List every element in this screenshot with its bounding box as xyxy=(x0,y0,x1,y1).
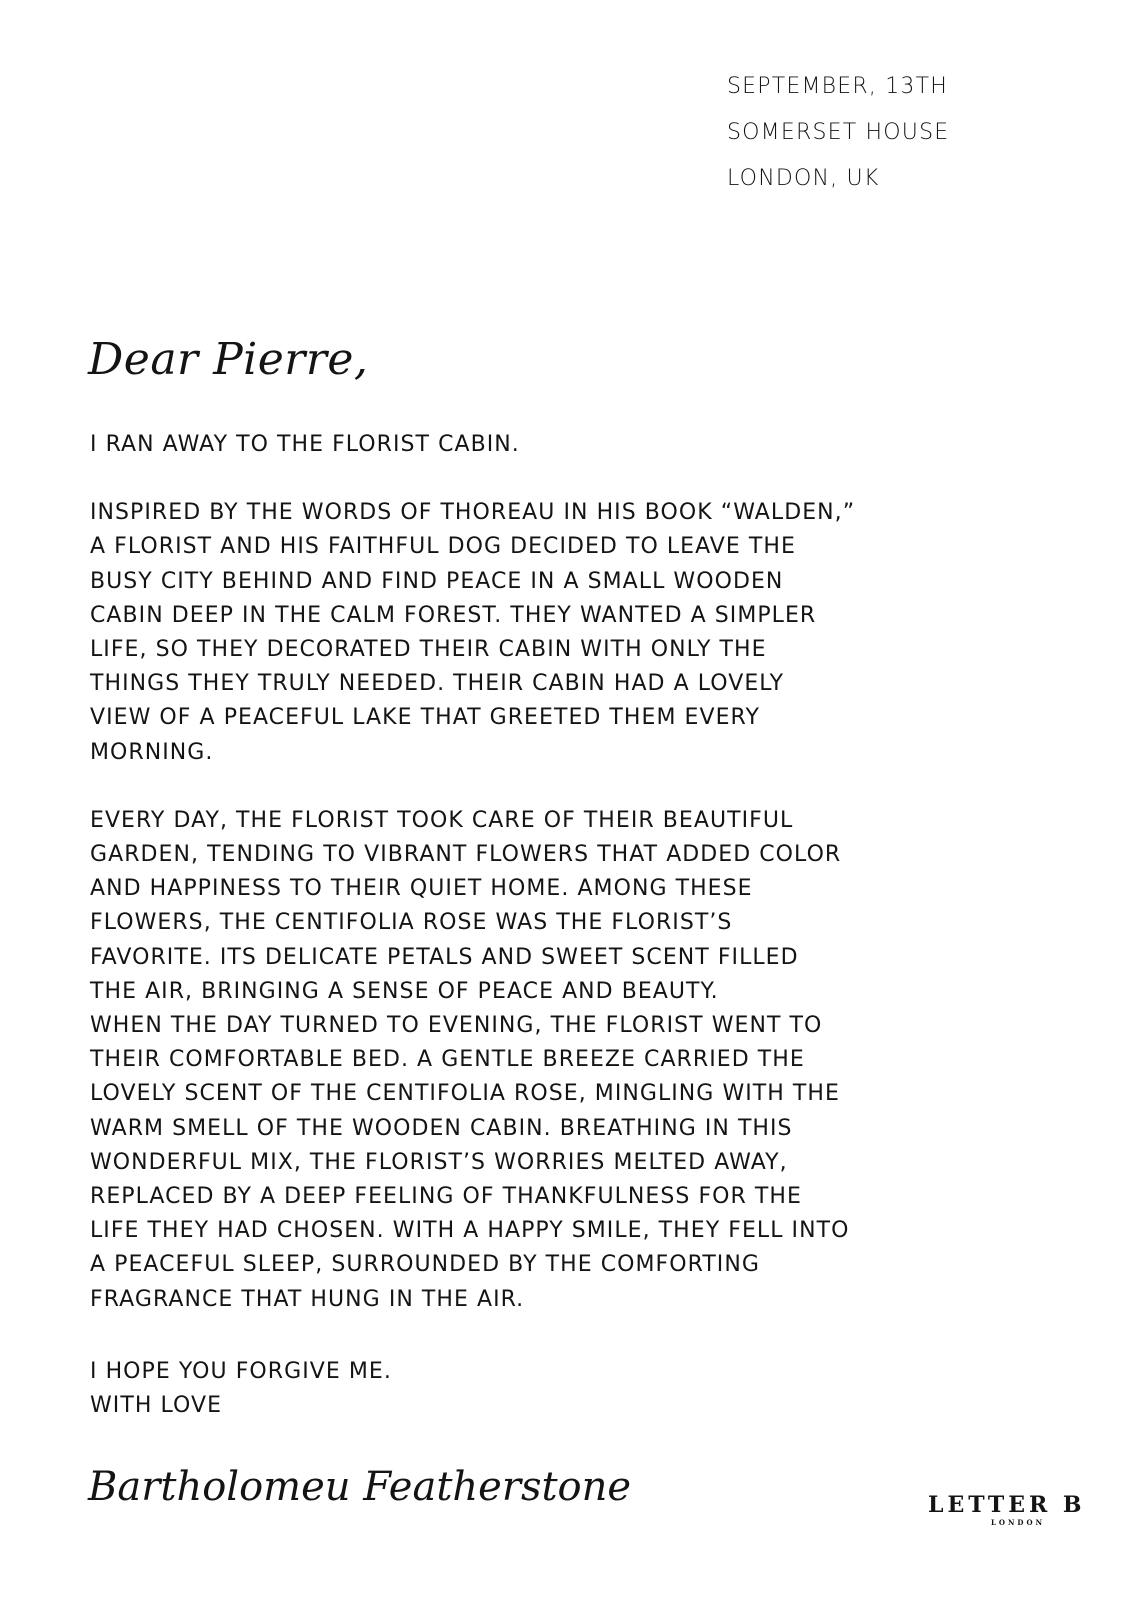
logo-wordmark: LETTER B xyxy=(928,1492,1086,1518)
closing xyxy=(90,1355,392,1423)
header-city: LONDON, UK xyxy=(727,166,880,191)
paragraph xyxy=(90,496,1090,770)
header-place: SOMERSET HOUSE xyxy=(727,120,950,145)
letter-header xyxy=(727,64,1107,202)
paragraph-line: WONDERFUL MIX, THE FLORIST’S WORRIES MELTED AWAY, xyxy=(90,1149,788,1175)
paragraph-line: LIFE, SO THEY DECORATED THEIR CABIN WITH ONLY THE xyxy=(90,637,767,663)
paragraph-line: MORNING. xyxy=(90,739,214,765)
paragraph-line: REPLACED BY A DEEP FEELING OF THANKFULNESS FOR THE xyxy=(90,1184,802,1210)
closing-line: I HOPE YOU FORGIVE ME. xyxy=(90,1359,392,1384)
signature: Bartholomeu Featherstone xyxy=(88,1464,632,1510)
paragraph-line: THE AIR, BRINGING A SENSE OF PEACE AND BEAUTY. xyxy=(90,978,719,1004)
paragraph-line: THINGS THEY TRULY NEEDED. THEIR CABIN HAD A LOVELY xyxy=(90,671,785,697)
paragraph-line: FAVORITE. ITS DELICATE PETALS AND SWEET SCENT FILLED xyxy=(90,944,799,970)
paragraph-line: WHEN THE DAY TURNED TO EVENING, THE FLORIST WENT TO xyxy=(90,1013,823,1039)
closing-line: WITH LOVE xyxy=(90,1393,223,1418)
paragraph-line: LIFE THEY HAD CHOSEN. WITH A HAPPY SMILE, THEY FELL INTO xyxy=(90,1218,850,1244)
paragraph-line: A PEACEFUL SLEEP, SURROUNDED BY THE COMFORTING xyxy=(90,1252,760,1278)
paragraph-line: INSPIRED BY THE WORDS OF THOREAU IN HIS BOOK “WALDEN,” xyxy=(90,500,856,526)
logo-subtitle: LONDON xyxy=(991,1518,1045,1527)
paragraph-line: FRAGRANCE THAT HUNG IN THE AIR. xyxy=(90,1286,525,1312)
paragraph xyxy=(90,804,1090,1317)
paragraph-line: WARM SMELL OF THE WOODEN CABIN. BREATHING IN THIS xyxy=(90,1115,793,1141)
brand-logo xyxy=(928,1492,1086,1528)
paragraph-line: A FLORIST AND HIS FAITHFUL DOG DECIDED TO LEAVE THE xyxy=(90,534,796,560)
paragraph-line: BUSY CITY BEHIND AND FIND PEACE IN A SMALL WOODEN xyxy=(90,568,784,594)
paragraph-line: AND HAPPINESS TO THEIR QUIET HOME. AMONG THESE xyxy=(90,876,753,902)
paragraph-line: VIEW OF A PEACEFUL LAKE THAT GREETED THEM EVERY xyxy=(90,705,760,731)
paragraph-line: FLOWERS, THE CENTIFOLIA ROSE WAS THE FLORIST’S xyxy=(90,910,733,936)
paragraph-line: GARDEN, TENDING TO VIBRANT FLOWERS THAT ADDED COLOR xyxy=(90,842,842,868)
paragraph-line: CABIN DEEP IN THE CALM FOREST. THEY WANTED A SIMPLER xyxy=(90,602,817,628)
paragraph xyxy=(90,428,1090,462)
header-date: SEPTEMBER, 13TH xyxy=(727,74,949,99)
paragraph-line: THEIR COMFORTABLE BED. A GENTLE BREEZE CARRIED THE xyxy=(90,1047,805,1073)
paragraph-line: LOVELY SCENT OF THE CENTIFOLIA ROSE, MINGLING WITH THE xyxy=(90,1081,840,1107)
letter-body xyxy=(90,428,1090,1351)
paragraph-line: EVERY DAY, THE FLORIST TOOK CARE OF THEIR BEAUTIFUL xyxy=(90,807,794,833)
paragraph-line: I RAN AWAY TO THE FLORIST CABIN. xyxy=(90,432,520,457)
salutation: Dear Pierre, xyxy=(88,334,369,385)
